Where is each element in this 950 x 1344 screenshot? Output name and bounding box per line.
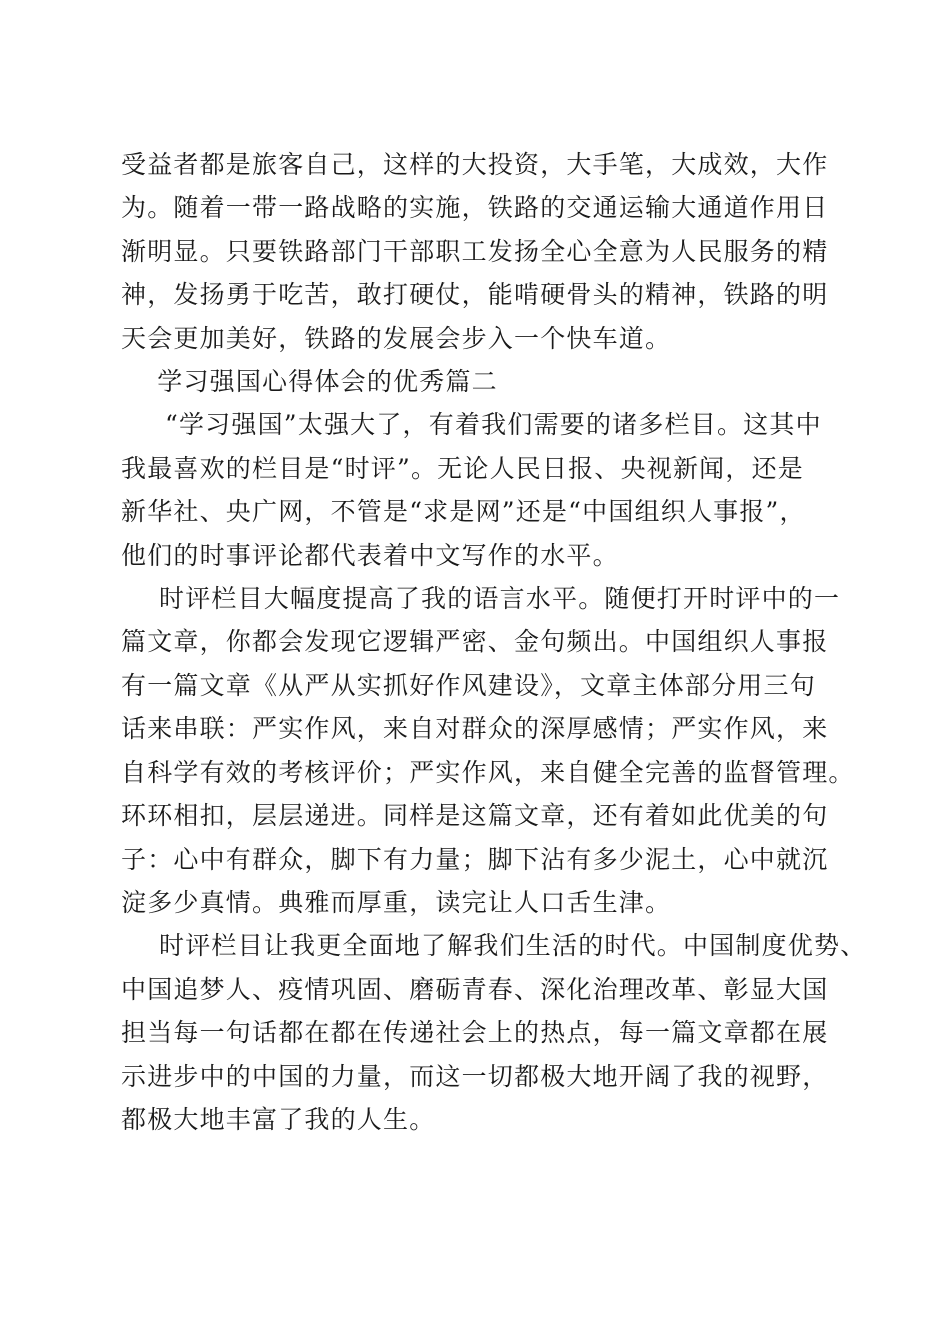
paragraph-1 [121, 403, 837, 446]
text-line: 新华社、央广网，不管是“求是网”还是“中国组织人事报”， [121, 497, 806, 527]
text-line: 都极大地丰富了我的人生。 [121, 1104, 436, 1134]
text-line: 子：心中有群众，脚下有力量；脚下沾有多少泥土，心中就沉 [121, 844, 829, 874]
text-line: 中国追梦人、疫情巩固、磨砺青春、深化治理改革、彰显大国 [121, 974, 829, 1004]
text-line: 受益者都是旅客自己，这样的大投资，大手笔，大成效，大作 [121, 150, 829, 179]
text-line: 话来串联：严实作风，来自对群众的深厚感情；严实作风，来 [121, 714, 829, 744]
text-line: 为。随着一带一路战略的实施，铁路的交通运输大通道作用日 [121, 193, 829, 223]
paragraph-1-cont [121, 447, 837, 577]
text-line: 自科学有效的考核评价；严实作风，来自健全完善的监督管理。 [121, 757, 855, 787]
text-line: 担当每一句话都在都在传递社会上的热点，每一篇文章都在展 [121, 1018, 829, 1048]
section-heading: 学习强国心得体会的优秀篇二 [157, 367, 498, 397]
paragraph-3-cont [121, 968, 837, 1142]
paragraph-continued [121, 143, 837, 360]
text-line: 时评栏目让我更全面地了解我们生活的时代。中国制度优势、 [159, 931, 867, 961]
text-line: 时评栏目大幅度提高了我的语言水平。随便打开时评中的一 [159, 584, 841, 614]
paragraph-2-cont [121, 620, 855, 924]
paragraph-2 [121, 577, 841, 620]
text-line: 天会更加美好，铁路的发展会步入一个快车道。 [121, 323, 672, 353]
text-line: 示进步中的中国的力量，而这一切都极大地开阔了我的视野， [121, 1061, 829, 1091]
text-line: 我最喜欢的栏目是“时评”。无论人民日报、央视新闻，还是 [121, 453, 804, 483]
document-body [121, 143, 867, 1141]
text-line: 有一篇文章《从严从实抓好作风建设》，文章主体部分用三句 [121, 670, 816, 700]
text-line: 篇文章，你都会发现它逻辑严密、金句频出。中国组织人事报 [121, 627, 829, 657]
paragraph-3 [121, 924, 867, 967]
text-line: 他们的时事评论都代表着中文写作的水平。 [121, 540, 619, 570]
text-line: 环环相扣，层层递进。同样是这篇文章，还有着如此优美的句 [121, 801, 829, 831]
text-line: “学习强国”太强大了，有着我们需要的诸多栏目。这其中 [165, 410, 822, 440]
text-line: 神，发扬勇于吃苦，敢打硬仗，能啃硬骨头的精神，铁路的明 [121, 280, 829, 310]
text-line: 渐明显。只要铁路部门干部职工发扬全心全意为人民服务的精 [121, 236, 829, 266]
text-line: 淀多少真情。典雅而厚重，读完让人口舌生津。 [121, 887, 672, 917]
